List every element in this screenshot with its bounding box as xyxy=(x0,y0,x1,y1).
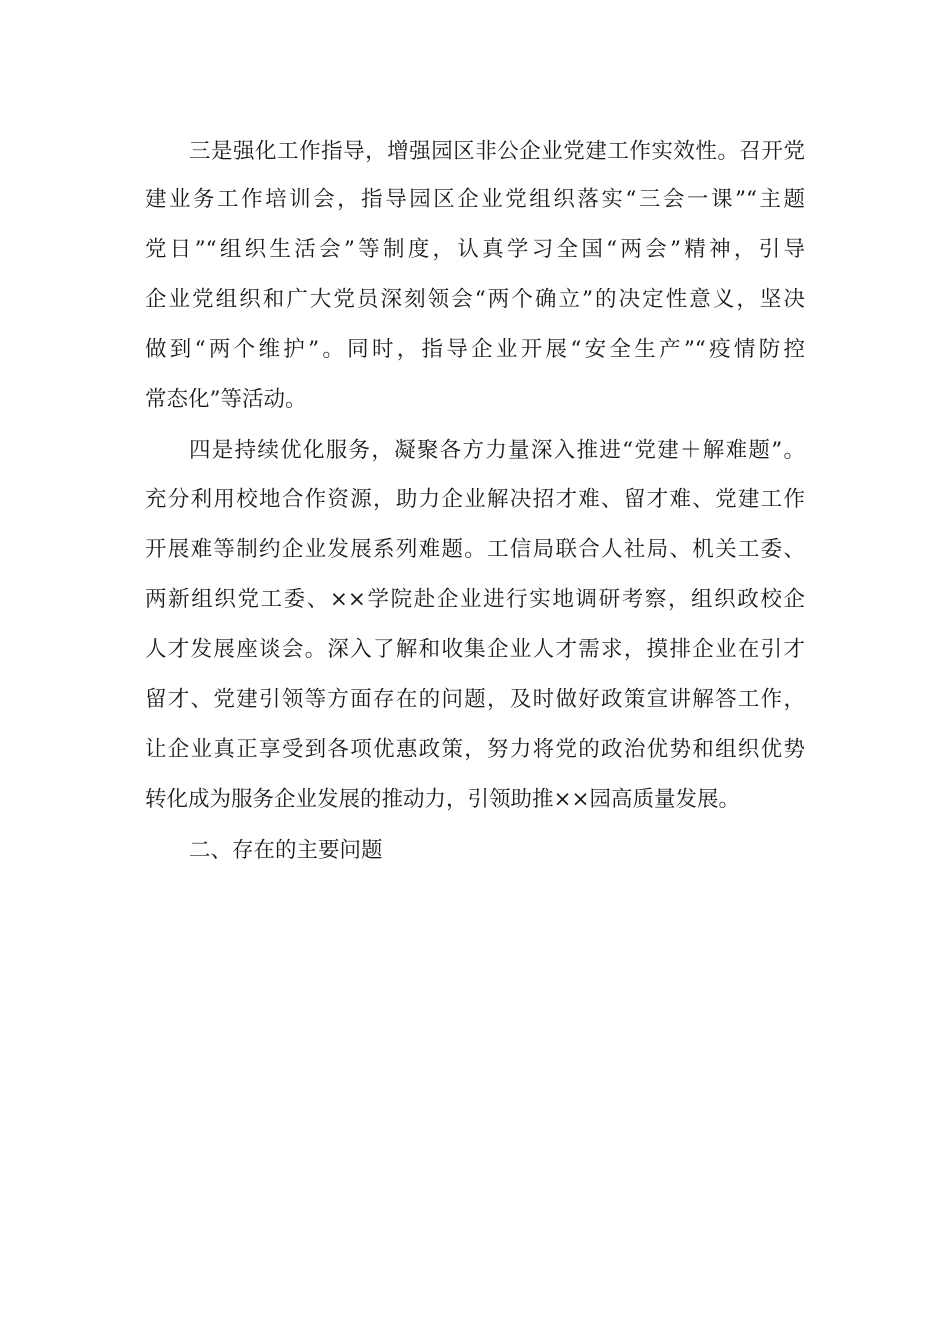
paragraph-3-line-4: 企业党组织和广大党员深刻领会“两个确立”的决定性意义，坚决 xyxy=(145,287,805,312)
paragraph-4-line-6: 留才、党建引领等方面存在的问题，及时做好政策宣讲解答工作， xyxy=(145,687,805,712)
paragraph-3-line-6: 常态化”等活动。 xyxy=(145,387,307,412)
paragraph-3-line-3: 党日”“组织生活会”等制度，认真学习全国“两会”精神，引导 xyxy=(145,237,805,262)
paragraph-4-line-8: 转化成为服务企业发展的推动力，引领助推××园高质量发展。 xyxy=(145,787,741,812)
paragraph-4-line-4: 两新组织党工委、××学院赴企业进行实地调研考察，组织政校企 xyxy=(145,587,805,612)
paragraph-4-line-5: 人才发展座谈会。深入了解和收集企业人才需求，摸排企业在引才 xyxy=(145,637,805,662)
paragraph-4-line-2: 充分利用校地合作资源，助力企业解决招才难、留才难、党建工作 xyxy=(145,487,805,512)
paragraph-3-line-5: 做到“两个维护”。同时，指导企业开展“安全生产”“疫情防控 xyxy=(145,337,805,362)
paragraph-4-line-7: 让企业真正享受到各项优惠政策，努力将党的政治优势和组织优势 xyxy=(145,737,805,762)
paragraph-4-line-1: 四是持续优化服务，凝聚各方力量深入推进“党建＋解难题”。 xyxy=(189,438,805,463)
section-heading: 二、存在的主要问题 xyxy=(189,838,383,863)
paragraph-3-line-1: 三是强化工作指导，增强园区非公企业党建工作实效性。召开党 xyxy=(189,139,805,164)
paragraph-3-line-2: 建业务工作培训会，指导园区企业党组织落实“三会一课”“主题 xyxy=(145,187,805,212)
paragraph-4-line-3: 开展难等制约企业发展系列难题。工信局联合人社局、机关工委、 xyxy=(145,537,805,562)
